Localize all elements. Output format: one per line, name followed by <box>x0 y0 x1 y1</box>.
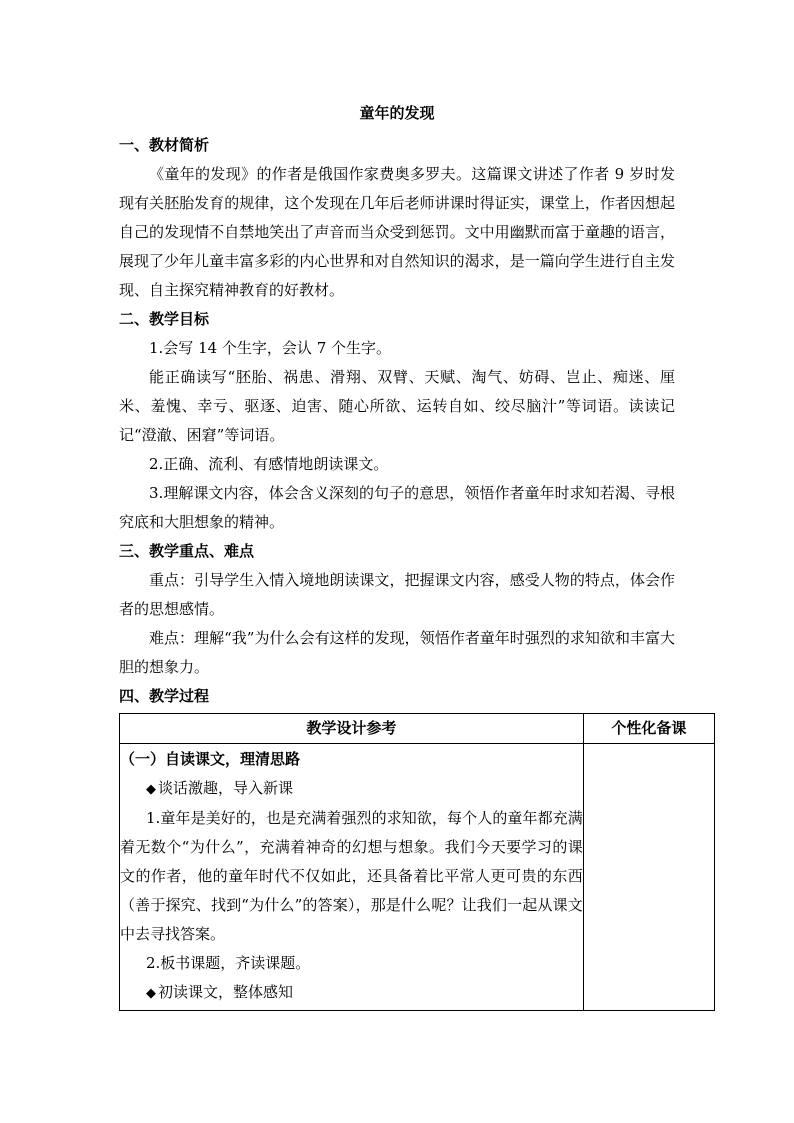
goal-item-1: 1.会写 14 个生字，会认 7 个生字。 <box>149 339 392 357</box>
diamond-bullet-icon: ◆ <box>146 986 156 1001</box>
table-header-design: 教学设计参考 <box>120 714 584 744</box>
design-cell <box>120 744 584 1011</box>
section-heading-analysis: 一、教材简析 <box>119 136 210 154</box>
table-header-notes: 个性化备课 <box>583 714 714 744</box>
analysis-paragraph: 《童年的发现》的作者是俄国作家费奥多罗夫。这篇课文讲述了作者 9 岁时发现有关胚胎发育的规律，这个发现在几年后老师讲课时得证实，课堂上，作者因想起自己的发现情不自禁地笑出了声音而当众受到惩罚。文中用幽默而富于童趣的语言，展现了少年儿童丰富多彩的内心世界和对自然知识的渴求，是一篇向学生进行自主发现、自主探究精神教育的好教材。 <box>119 165 675 299</box>
document-body <box>119 131 675 711</box>
focus-difficulty: 难点：理解“我”为什么会有这样的发现，领悟作者童年时强烈的求知欲和丰富大胆的想象力。 <box>119 629 675 676</box>
bullet-first-reading-text: 初读课文，整体感知 <box>158 983 294 1001</box>
design-item-2: 2.板书课题，齐读课题。 <box>146 954 311 972</box>
subsection-heading: （一）自读课文，理清思路 <box>120 750 301 768</box>
teaching-process-table <box>119 713 715 1011</box>
bullet-first-reading <box>120 978 583 1008</box>
notes-cell[interactable] <box>583 744 714 1011</box>
section-heading-goals: 二、教学目标 <box>119 310 210 328</box>
bullet-intro-text: 谈话激趣，导入新课 <box>158 779 294 797</box>
goal-vocabulary: 能正确读写“胚胎、祸患、滑翔、双臂、天赋、淘气、妨碍、岂止、痴迷、厘米、羞愧、幸亏、驱逐、迫害、随心所欲、运转自如、绞尽脑汁”等词语。读读记记“澄澈、困窘”等词语。 <box>119 368 675 444</box>
document-title: 童年的发现 <box>359 104 435 122</box>
section-heading-process: 四、教学过程 <box>119 687 210 705</box>
goal-item-2: 2.正确、流利、有感情地朗读课文。 <box>149 455 389 473</box>
goal-item-3: 3.理解课文内容，体会含义深刻的句子的意思，领悟作者童年时求知若渴、寻根究底和大胆想象的精神。 <box>119 484 675 531</box>
design-item-1: 1.童年是美好的，也是充满着强烈的求知欲，每个人的童年都充满着无数个“为什么”，充满着神奇的幻想与想象。我们今天要学习的课文的作者，他的童年时代不仅如此，还具备着比平常人更可贵的东西（善于探究、找到“为什么”的答案），那是什么呢？让我们一起从课文中去寻找答案。 <box>120 809 583 943</box>
bullet-intro <box>120 774 583 804</box>
focus-key-point: 重点：引导学生入情入境地朗读课文，把握课文内容，感受人物的特点，体会作者的思想感情。 <box>119 571 675 618</box>
section-heading-focus: 三、教学重点、难点 <box>119 542 255 560</box>
diamond-bullet-icon: ◆ <box>146 782 156 797</box>
